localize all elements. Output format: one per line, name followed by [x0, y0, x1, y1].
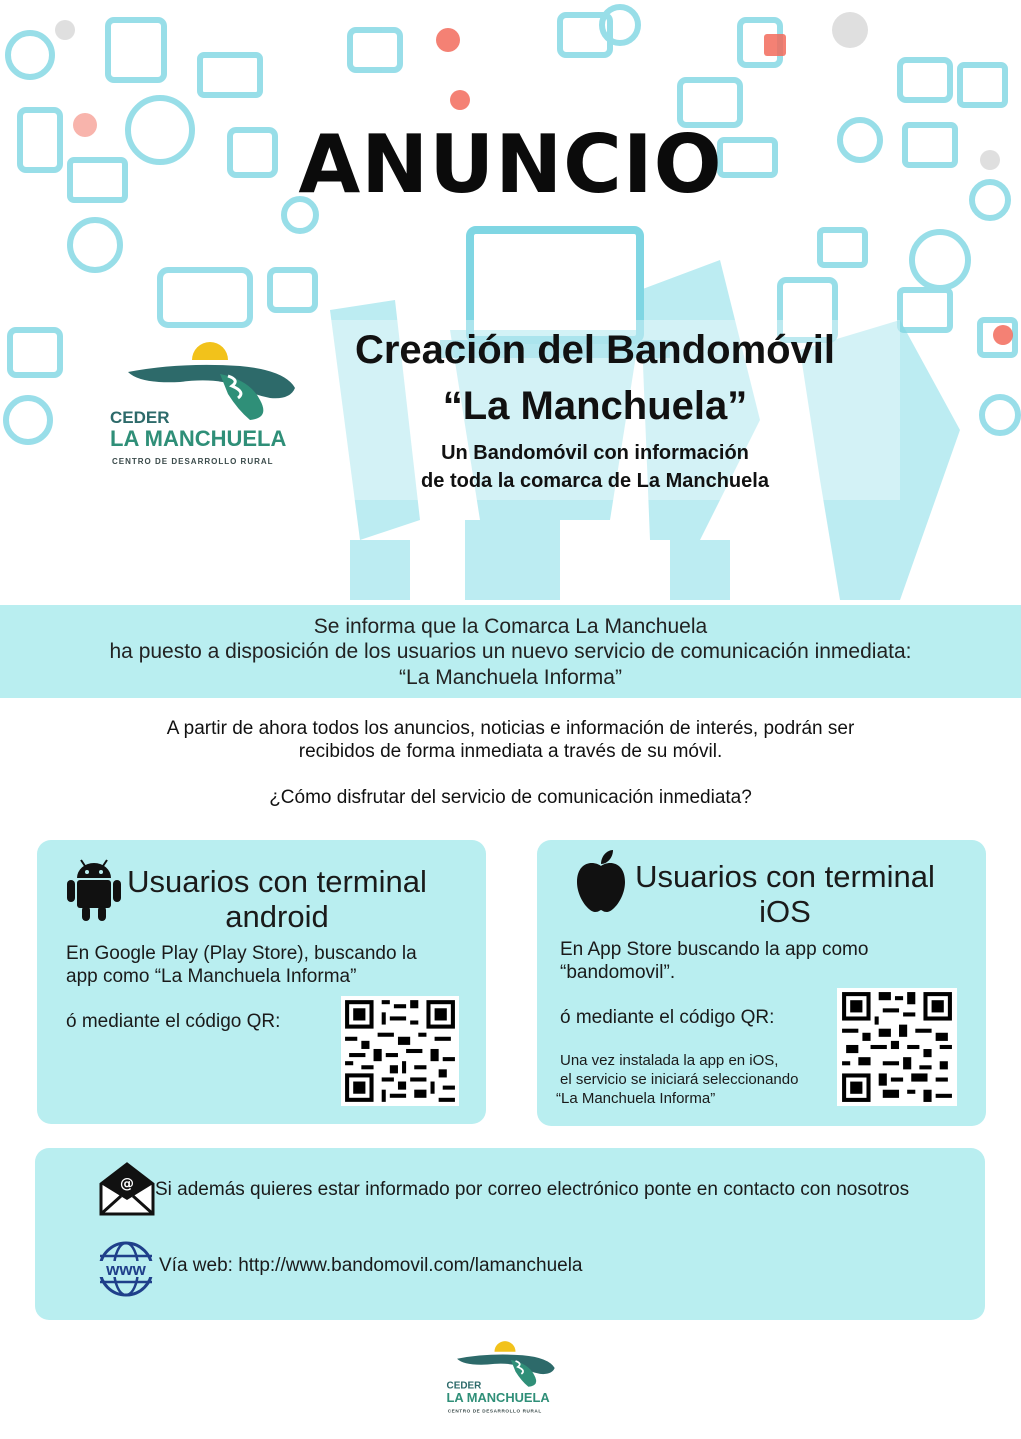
ios-qr-label: ó mediante el código QR:	[560, 1007, 775, 1028]
ios-note-line-2: el servicio se iniciará seleccionando	[560, 1071, 799, 1088]
web-globe-icon	[95, 1240, 157, 1298]
email-icon	[99, 1162, 155, 1216]
logo-footer-subtitle-text: CENTRO DE DESARROLLO RURAL	[447, 1408, 542, 1414]
page-title: ANUNCIO	[298, 118, 723, 211]
ios-title-line-1: Usuarios con terminal	[635, 859, 935, 894]
ios-title-line-2: iOS	[759, 894, 811, 929]
android-text-line-2: app como “La Manchuela Informa”	[66, 966, 357, 987]
headline-line-1: Creación del Bandomóvil	[354, 328, 836, 372]
web-link[interactable]: Vía web: http://www.bandomovil.com/lamanchuela	[159, 1255, 583, 1276]
logo-ceder-text: CEDER	[110, 408, 170, 427]
android-qr-code[interactable]	[341, 996, 459, 1106]
android-title-line-1: Usuarios con terminal	[127, 864, 427, 899]
apple-icon	[573, 848, 629, 914]
ios-note-line-3: “La Manchuela Informa”	[556, 1090, 716, 1107]
ios-text-line-2: “bandomovil”.	[560, 962, 676, 983]
android-text-line-1: En Google Play (Play Store), buscando la	[66, 943, 417, 964]
ios-qr-code[interactable]	[837, 988, 957, 1106]
ios-card	[537, 840, 986, 1126]
logo-name-text: LA MANCHUELA	[110, 426, 287, 451]
band-line-1: Se informa que la Comarca La Manchuela	[313, 615, 708, 638]
info-band	[0, 605, 1021, 698]
svg-text:@: @	[120, 1176, 134, 1192]
tech-icons-background	[0, 0, 1021, 600]
intro-line-2: recibidos de forma inmediata a través de su móvil.	[298, 741, 723, 762]
android-title-line-2: android	[225, 899, 329, 934]
email-contact-text: Si además quieres estar informado por correo electrónico ponte en contacto con nosotros	[155, 1179, 910, 1200]
contact-card	[35, 1148, 985, 1320]
logo-footer-ceder-text: CEDER	[446, 1380, 482, 1392]
android-qr-label: ó mediante el código QR:	[66, 1011, 281, 1032]
subheadline-line-1: Un Bandomóvil con información	[441, 442, 749, 464]
intro-line-1: A partir de ahora todos los anuncios, noticias e información de interés, podrán ser	[166, 718, 855, 739]
ios-note-line-1: Una vez instalada la app en iOS,	[560, 1052, 779, 1069]
headline-line-2: “La Manchuela”	[442, 384, 748, 428]
band-line-3: “La Manchuela Informa”	[399, 666, 622, 689]
android-card	[37, 840, 486, 1124]
subheadline-line-2: de toda la comarca de La Manchuela	[421, 470, 769, 492]
android-icon	[65, 856, 123, 922]
ios-text-line-1: En App Store buscando la app como	[560, 939, 869, 960]
intro-question: ¿Cómo disfrutar del servicio de comunicación inmediata?	[269, 787, 752, 808]
ceder-logo	[100, 340, 320, 470]
ceder-logo-footer	[440, 1340, 570, 1416]
www-label: www	[106, 1260, 146, 1279]
logo-subtitle-text: CENTRO DE DESARROLLO RURAL	[112, 457, 274, 466]
logo-footer-name-text: LA MANCHUELA	[446, 1389, 550, 1405]
band-line-2: ha puesto a disposición de los usuarios un nuevo servicio de comunicación inmediata:	[109, 640, 912, 663]
